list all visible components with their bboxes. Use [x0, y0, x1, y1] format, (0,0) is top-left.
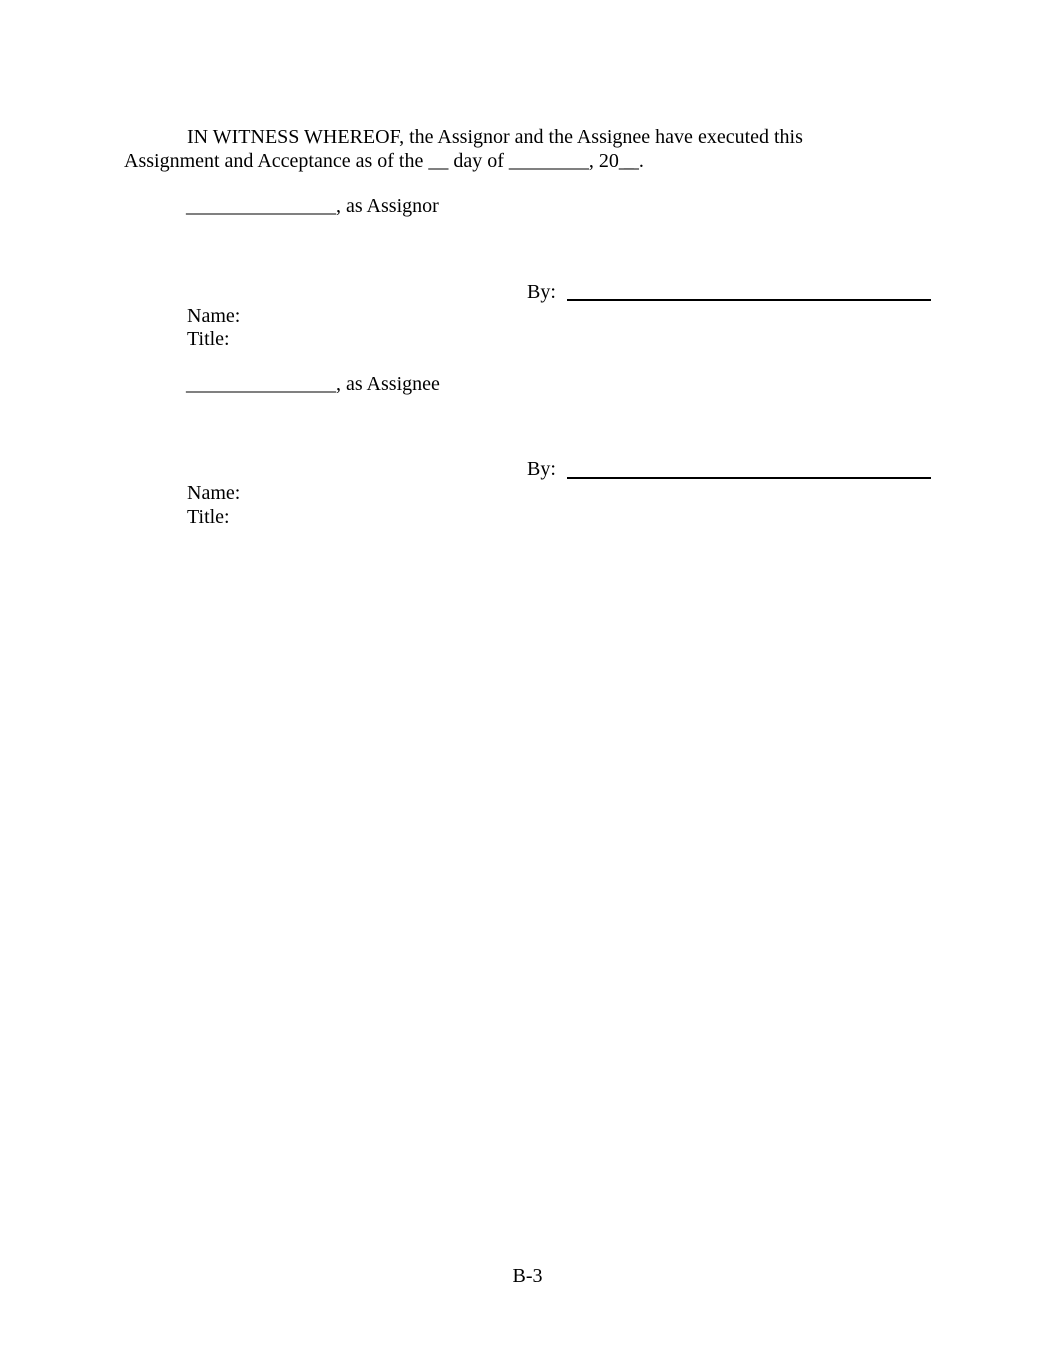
assignor-by-label: By:: [527, 281, 556, 303]
witness-paragraph-line-2: Assignment and Acceptance as of the __ day of ________, 20_̲_.: [124, 150, 644, 172]
assignee-by-label: By:: [527, 458, 556, 480]
assignor-signature-line: [567, 299, 931, 301]
assignee-title-label: Title:: [187, 506, 230, 528]
assignor-party-line: _______________, as Assignor: [186, 195, 439, 217]
assignee-name-label: Name:: [187, 482, 241, 504]
page-number: B-3: [512, 1265, 543, 1287]
assignor-name-label: Name:: [187, 305, 241, 327]
assignor-title-label: Title:: [187, 328, 230, 350]
assignee-signature-line: [567, 477, 931, 479]
witness-paragraph-line-1: IN WITNESS WHEREOF, the Assignor and the Assignee have executed this: [187, 126, 803, 148]
assignee-party-line: _______________, as Assignee: [186, 373, 440, 395]
